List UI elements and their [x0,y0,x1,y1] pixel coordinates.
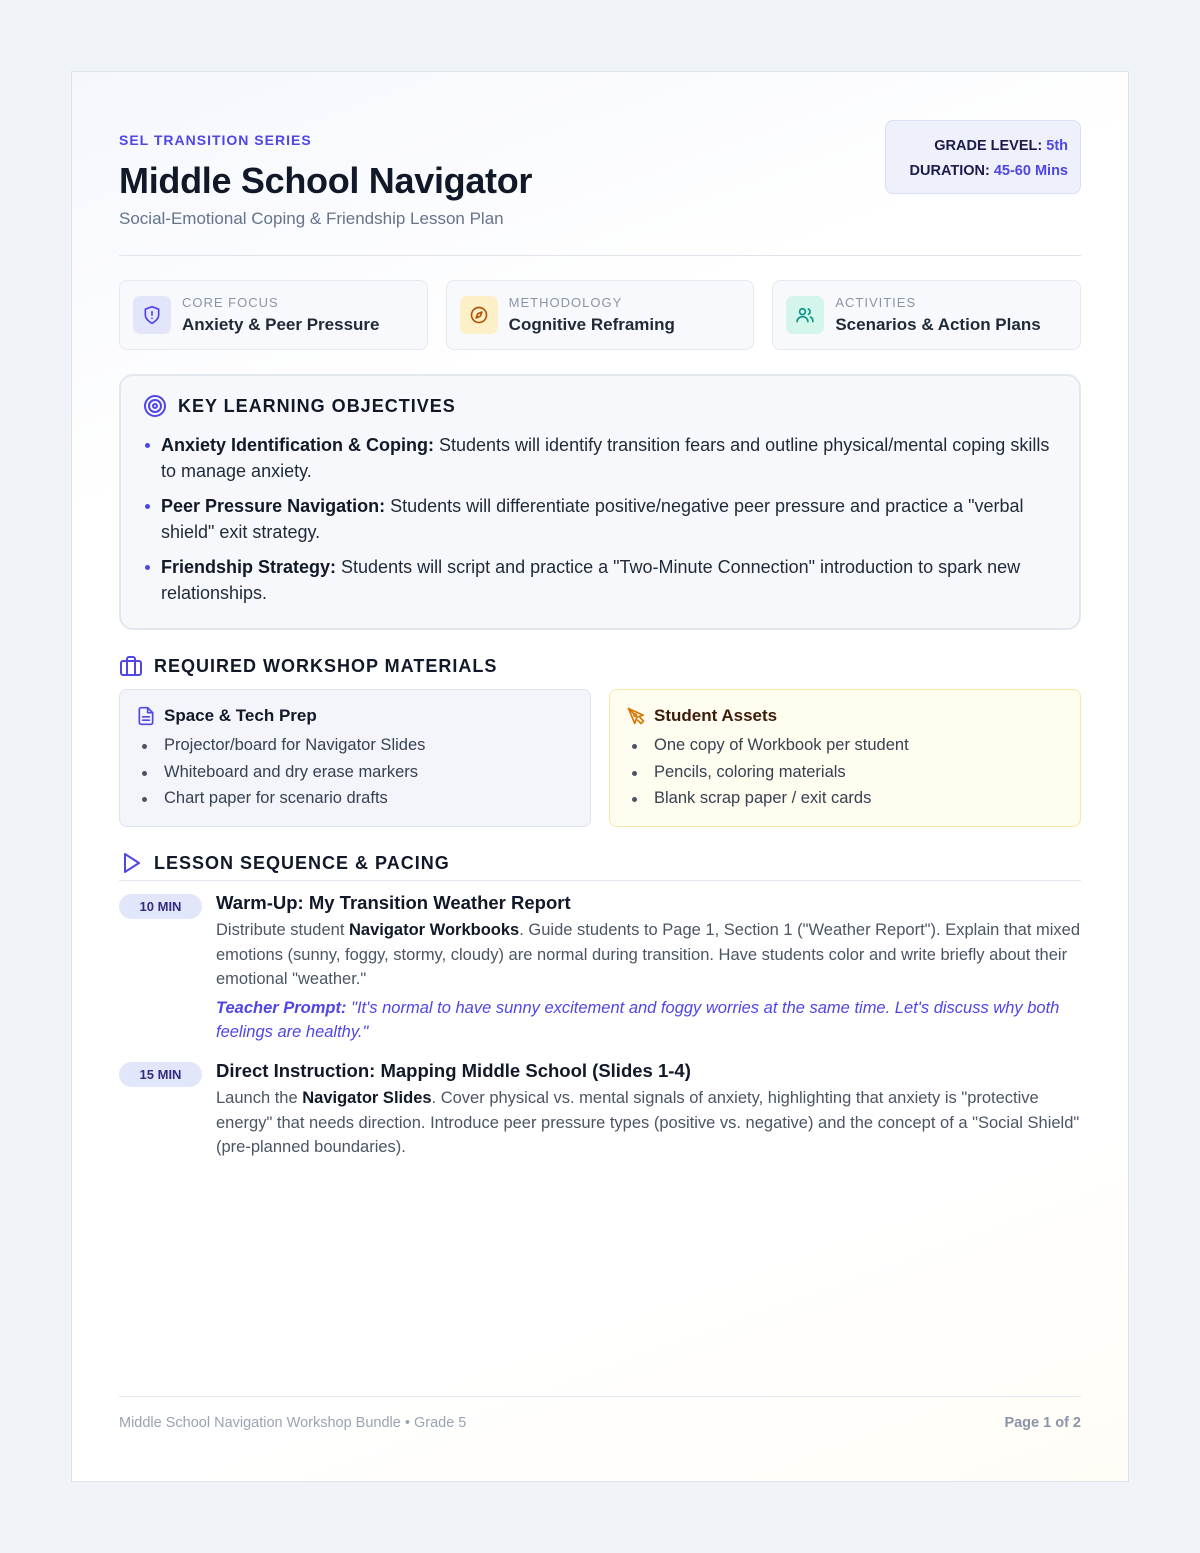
objective-term: Friendship Strategy: [161,557,337,577]
grade-level-value: 5th [1046,138,1068,154]
student-assets-list [626,732,1080,812]
duration-value: 45-60 Mins [993,163,1068,179]
teacher-prompt [216,996,1081,1044]
document-icon [136,706,156,726]
materials-heading [119,654,497,678]
header-divider [119,255,1081,256]
desc-pre: Distribute student [216,921,349,939]
space-tech-list [136,732,590,812]
student-assets-title [626,706,1080,726]
objective-text: Students will identify transition fears and outline physical/mental coping skills to manage anxiety. [161,435,1050,481]
grade-level-label: GRADE LEVEL: [934,138,1043,154]
objective-term: Peer Pressure Navigation: [161,496,386,516]
info-cards [119,280,1081,350]
teacher-prompt-label: Teacher Prompt: [216,998,347,1017]
shield-alert-icon [133,296,171,334]
sequence-heading-text: LESSON SEQUENCE & PACING [154,852,450,873]
materials-heading-text: REQUIRED WORKSHOP MATERIALS [154,655,498,676]
card-core-focus [119,280,428,350]
desc-post: . Cover physical vs. mental signals of anxiety, highlighting that anxiety is "protective energy" that needs direction. Introduce peer pressure types (positive vs. negative) and the concept of a "Social Shield" (pre-planned boundaries). [216,1089,1080,1156]
footer-divider [119,1396,1081,1397]
list-item: Projector/board for Navigator Slides [164,732,590,759]
objective-text: Students will differentiate positive/negative peer pressure and practice a "verbal shield" exit strategy. [161,496,1024,542]
card-activities [772,280,1081,350]
step-title: Direct Instruction: Mapping Middle School (Slides 1-4) [216,1060,691,1081]
pen-tool-icon [626,706,646,726]
card-label: ACTIVITIES [835,295,917,310]
desc-bold: Navigator Workbooks [348,921,520,939]
student-assets-box [609,689,1081,827]
grade-level-row [886,134,1068,159]
card-label: CORE FOCUS [182,295,279,310]
card-value: Scenarios & Action Plans [835,315,1041,334]
play-icon [119,851,143,875]
step-description [216,1086,1081,1160]
space-tech-prep-title [136,706,590,726]
card-methodology [446,280,755,350]
sequence-heading [119,851,450,875]
objectives-list [143,432,1055,606]
users-icon [786,296,824,334]
list-item [161,554,1055,606]
duration-label: DURATION: [909,163,990,179]
list-item: Pencils, coloring materials [654,759,1080,786]
desc-bold: Navigator Slides [302,1089,432,1107]
objectives-heading [143,394,1055,418]
footer-bundle-label: Middle School Navigation Workshop Bundle • Grade 5 [119,1415,467,1431]
briefcase-icon [119,654,143,678]
objectives-heading-text: KEY LEARNING OBJECTIVES [178,395,456,416]
sequence-divider [119,880,1081,881]
list-item [161,432,1055,484]
objective-text: Students will script and practice a "Two-Minute Connection" introduction to spark new relationships. [161,557,1021,603]
desc-pre: Launch the [216,1089,303,1107]
step-body [216,892,1081,1044]
series-label: SEL TRANSITION SERIES [119,132,312,148]
card-label: METHODOLOGY [508,295,623,310]
page-subtitle: Social-Emotional Coping & Friendship Lesson Plan [119,209,504,228]
list-item: One copy of Workbook per student [654,732,1080,759]
list-item [161,493,1055,545]
page-title: Middle School Navigator [119,160,533,201]
compass-icon [460,296,498,334]
footer-page-number: Page 1 of 2 [1004,1415,1081,1431]
objective-term: Anxiety Identification & Coping: [161,435,434,455]
target-icon [143,394,167,418]
desc-post: . Guide students to Page 1, Section 1 ("Weather Report"). Explain that mixed emotions (sunny, foggy, stormy, cloudy) are normal during transition. Have students color and write briefly about their emotional "weather." [216,921,1081,988]
list-item: Whiteboard and dry erase markers [164,759,590,786]
mat-title-text: Space & Tech Prep [164,706,317,725]
duration-badge: 10 MIN [119,894,202,919]
duration-row [886,159,1068,184]
duration-badge: 15 MIN [119,1062,202,1087]
mat-title-text: Student Assets [654,706,778,725]
lesson-plan-page [71,71,1129,1482]
step-body [216,1060,1081,1160]
objectives-panel [119,374,1081,630]
list-item: Chart paper for scenario drafts [164,785,590,812]
step-description [216,918,1081,992]
teacher-prompt-text: "It's normal to have sunny excitement and foggy worries at the same time. Let's discuss why both feelings are healthy." [216,998,1060,1041]
lesson-meta-box [885,120,1081,194]
card-value: Anxiety & Peer Pressure [182,315,380,334]
space-tech-prep-box [119,689,591,827]
step-title: Warm-Up: My Transition Weather Report [216,892,571,913]
card-value: Cognitive Reframing [508,315,675,334]
list-item: Blank scrap paper / exit cards [654,785,1080,812]
